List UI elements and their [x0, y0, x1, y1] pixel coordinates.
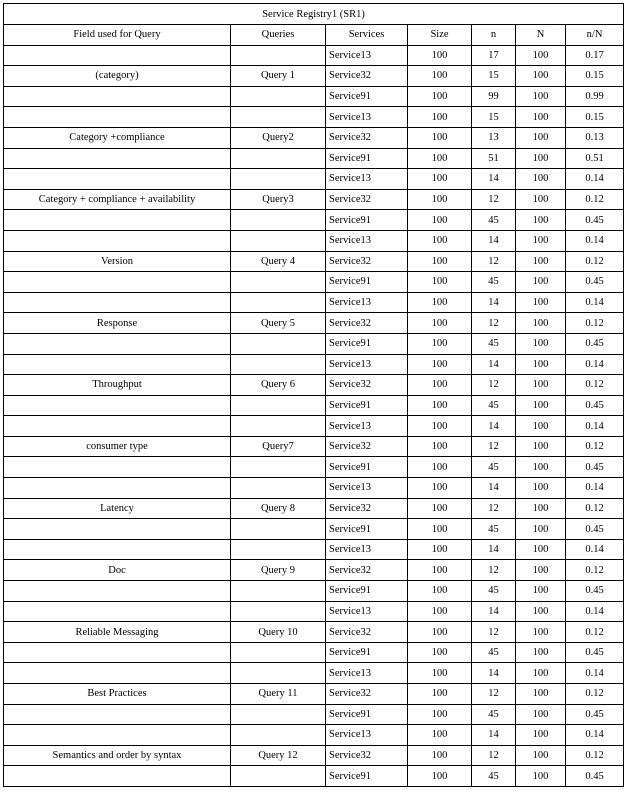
service-cell: Service91: [326, 272, 408, 293]
query-cell: [231, 478, 326, 499]
ratio-cell: 0.14: [566, 663, 624, 684]
field-cell: [4, 478, 231, 499]
ratio-cell: 0.45: [566, 519, 624, 540]
n-cell: 14: [472, 539, 516, 560]
field-cell: Best Practices: [4, 684, 231, 705]
service-cell: Service91: [326, 86, 408, 107]
table-row: [4, 725, 624, 746]
ratio-cell: 0.51: [566, 148, 624, 169]
service-cell: Service32: [326, 313, 408, 334]
table-body: [4, 45, 624, 786]
size-cell: 100: [408, 375, 472, 396]
total-n-cell: 100: [516, 169, 566, 190]
size-cell: 100: [408, 148, 472, 169]
n-cell: 45: [472, 519, 516, 540]
size-cell: 100: [408, 725, 472, 746]
field-cell: Version: [4, 251, 231, 272]
field-cell: [4, 519, 231, 540]
total-n-cell: 100: [516, 230, 566, 251]
service-cell: Service13: [326, 230, 408, 251]
total-n-cell: 100: [516, 519, 566, 540]
table-row: [4, 416, 624, 437]
service-cell: Service13: [326, 601, 408, 622]
service-cell: Service32: [326, 189, 408, 210]
total-n-cell: 100: [516, 210, 566, 231]
query-cell: Query 11: [231, 684, 326, 705]
service-cell: Service91: [326, 642, 408, 663]
service-cell: Service91: [326, 581, 408, 602]
field-cell: [4, 107, 231, 128]
field-cell: [4, 45, 231, 66]
ratio-cell: 0.45: [566, 766, 624, 787]
field-cell: Doc: [4, 560, 231, 581]
total-n-cell: 100: [516, 622, 566, 643]
query-cell: [231, 395, 326, 416]
size-cell: 100: [408, 457, 472, 478]
field-cell: [4, 230, 231, 251]
size-cell: 100: [408, 601, 472, 622]
n-cell: 15: [472, 107, 516, 128]
n-cell: 14: [472, 292, 516, 313]
total-n-cell: 100: [516, 745, 566, 766]
size-cell: 100: [408, 663, 472, 684]
field-cell: [4, 642, 231, 663]
table-row: [4, 354, 624, 375]
field-cell: Semantics and order by syntax: [4, 745, 231, 766]
service-cell: Service13: [326, 539, 408, 560]
n-cell: 14: [472, 663, 516, 684]
table-row: [4, 642, 624, 663]
total-n-cell: 100: [516, 313, 566, 334]
table-row: [4, 498, 624, 519]
service-cell: Service91: [326, 333, 408, 354]
field-cell: [4, 725, 231, 746]
n-cell: 14: [472, 230, 516, 251]
n-cell: 12: [472, 313, 516, 334]
field-cell: [4, 601, 231, 622]
field-cell: Reliable Messaging: [4, 622, 231, 643]
ratio-cell: 0.13: [566, 127, 624, 148]
n-cell: 14: [472, 478, 516, 499]
table-row: [4, 127, 624, 148]
service-cell: Service91: [326, 210, 408, 231]
total-n-cell: 100: [516, 642, 566, 663]
field-cell: [4, 416, 231, 437]
query-cell: [231, 354, 326, 375]
field-cell: Response: [4, 313, 231, 334]
field-cell: Category + compliance + availability: [4, 189, 231, 210]
query-cell: [231, 272, 326, 293]
size-cell: 100: [408, 704, 472, 725]
total-n-cell: 100: [516, 436, 566, 457]
field-cell: [4, 539, 231, 560]
service-cell: Service32: [326, 745, 408, 766]
total-n-cell: 100: [516, 457, 566, 478]
total-n-cell: 100: [516, 601, 566, 622]
ratio-cell: 0.14: [566, 292, 624, 313]
n-cell: 14: [472, 601, 516, 622]
size-cell: 100: [408, 684, 472, 705]
header-size: Size: [408, 25, 472, 46]
total-n-cell: 100: [516, 66, 566, 87]
size-cell: 100: [408, 498, 472, 519]
size-cell: 100: [408, 333, 472, 354]
n-cell: 12: [472, 436, 516, 457]
service-cell: Service32: [326, 375, 408, 396]
total-n-cell: 100: [516, 560, 566, 581]
table-row: [4, 766, 624, 787]
header-services: Services: [326, 25, 408, 46]
ratio-cell: 0.14: [566, 169, 624, 190]
n-cell: 45: [472, 272, 516, 293]
size-cell: 100: [408, 272, 472, 293]
field-cell: [4, 354, 231, 375]
size-cell: 100: [408, 107, 472, 128]
service-cell: Service32: [326, 622, 408, 643]
total-n-cell: 100: [516, 498, 566, 519]
total-n-cell: 100: [516, 354, 566, 375]
total-n-cell: 100: [516, 148, 566, 169]
table-row: [4, 272, 624, 293]
size-cell: 100: [408, 127, 472, 148]
size-cell: 100: [408, 745, 472, 766]
size-cell: 100: [408, 416, 472, 437]
table-row: [4, 684, 624, 705]
table-row: [4, 519, 624, 540]
size-cell: 100: [408, 622, 472, 643]
service-cell: Service13: [326, 45, 408, 66]
query-cell: Query 9: [231, 560, 326, 581]
ratio-cell: 0.14: [566, 230, 624, 251]
ratio-cell: 0.14: [566, 539, 624, 560]
query-cell: [231, 519, 326, 540]
total-n-cell: 100: [516, 766, 566, 787]
n-cell: 45: [472, 642, 516, 663]
service-cell: Service91: [326, 766, 408, 787]
query-cell: [231, 642, 326, 663]
query-cell: Query 1: [231, 66, 326, 87]
service-cell: Service13: [326, 292, 408, 313]
size-cell: 100: [408, 642, 472, 663]
ratio-cell: 0.12: [566, 498, 624, 519]
table-row: [4, 622, 624, 643]
table-row: [4, 169, 624, 190]
query-cell: [231, 416, 326, 437]
total-n-cell: 100: [516, 45, 566, 66]
field-cell: [4, 766, 231, 787]
n-cell: 51: [472, 148, 516, 169]
n-cell: 12: [472, 622, 516, 643]
field-cell: [4, 395, 231, 416]
table-row: [4, 292, 624, 313]
size-cell: 100: [408, 45, 472, 66]
field-cell: [4, 86, 231, 107]
size-cell: 100: [408, 581, 472, 602]
query-cell: Query 5: [231, 313, 326, 334]
size-cell: 100: [408, 210, 472, 231]
table-row: [4, 107, 624, 128]
service-cell: Service91: [326, 519, 408, 540]
ratio-cell: 0.14: [566, 725, 624, 746]
field-cell: [4, 663, 231, 684]
field-cell: [4, 272, 231, 293]
size-cell: 100: [408, 86, 472, 107]
header-queries: Queries: [231, 25, 326, 46]
n-cell: 45: [472, 581, 516, 602]
size-cell: 100: [408, 189, 472, 210]
table-row: [4, 436, 624, 457]
ratio-cell: 0.14: [566, 478, 624, 499]
ratio-cell: 0.12: [566, 189, 624, 210]
ratio-cell: 0.12: [566, 436, 624, 457]
ratio-cell: 0.12: [566, 560, 624, 581]
query-cell: Query 10: [231, 622, 326, 643]
table-row: [4, 251, 624, 272]
ratio-cell: 0.12: [566, 251, 624, 272]
service-cell: Service13: [326, 725, 408, 746]
ratio-cell: 0.12: [566, 622, 624, 643]
ratio-cell: 0.45: [566, 704, 624, 725]
query-cell: [231, 457, 326, 478]
field-cell: [4, 210, 231, 231]
service-cell: Service32: [326, 684, 408, 705]
field-cell: Category +compliance: [4, 127, 231, 148]
size-cell: 100: [408, 313, 472, 334]
ratio-cell: 0.45: [566, 272, 624, 293]
ratio-cell: 0.99: [566, 86, 624, 107]
ratio-cell: 0.12: [566, 375, 624, 396]
table-row: [4, 704, 624, 725]
service-cell: Service91: [326, 395, 408, 416]
field-cell: Throughput: [4, 375, 231, 396]
table-row: [4, 86, 624, 107]
table-row: [4, 45, 624, 66]
field-cell: (category): [4, 66, 231, 87]
query-cell: [231, 45, 326, 66]
size-cell: 100: [408, 436, 472, 457]
n-cell: 45: [472, 210, 516, 231]
query-cell: [231, 230, 326, 251]
header-ratio: n/N: [566, 25, 624, 46]
service-cell: Service32: [326, 66, 408, 87]
service-cell: Service32: [326, 436, 408, 457]
total-n-cell: 100: [516, 581, 566, 602]
field-cell: [4, 148, 231, 169]
service-registry-table: [3, 3, 624, 787]
n-cell: 14: [472, 416, 516, 437]
n-cell: 45: [472, 704, 516, 725]
n-cell: 12: [472, 375, 516, 396]
size-cell: 100: [408, 519, 472, 540]
total-n-cell: 100: [516, 395, 566, 416]
field-cell: [4, 292, 231, 313]
n-cell: 12: [472, 745, 516, 766]
table-row: [4, 333, 624, 354]
n-cell: 45: [472, 457, 516, 478]
total-n-cell: 100: [516, 189, 566, 210]
ratio-cell: 0.45: [566, 333, 624, 354]
size-cell: 100: [408, 478, 472, 499]
query-cell: [231, 663, 326, 684]
total-n-cell: 100: [516, 333, 566, 354]
n-cell: 12: [472, 498, 516, 519]
field-cell: Latency: [4, 498, 231, 519]
table-row: [4, 601, 624, 622]
n-cell: 45: [472, 333, 516, 354]
n-cell: 99: [472, 86, 516, 107]
query-cell: Query7: [231, 436, 326, 457]
total-n-cell: 100: [516, 86, 566, 107]
n-cell: 15: [472, 66, 516, 87]
table-row: [4, 189, 624, 210]
n-cell: 12: [472, 189, 516, 210]
ratio-cell: 0.45: [566, 210, 624, 231]
total-n-cell: 100: [516, 127, 566, 148]
total-n-cell: 100: [516, 725, 566, 746]
query-cell: Query2: [231, 127, 326, 148]
size-cell: 100: [408, 66, 472, 87]
table-row: [4, 581, 624, 602]
query-cell: Query 4: [231, 251, 326, 272]
field-cell: consumer type: [4, 436, 231, 457]
size-cell: 100: [408, 230, 472, 251]
ratio-cell: 0.12: [566, 313, 624, 334]
query-cell: [231, 539, 326, 560]
n-cell: 14: [472, 354, 516, 375]
table-row: [4, 478, 624, 499]
table-row: [4, 313, 624, 334]
table-row: [4, 560, 624, 581]
query-cell: Query 12: [231, 745, 326, 766]
total-n-cell: 100: [516, 478, 566, 499]
field-cell: [4, 704, 231, 725]
service-cell: Service13: [326, 169, 408, 190]
table-row: [4, 210, 624, 231]
query-cell: [231, 169, 326, 190]
query-cell: [231, 292, 326, 313]
table-row: [4, 745, 624, 766]
query-cell: Query 6: [231, 375, 326, 396]
service-cell: Service91: [326, 457, 408, 478]
size-cell: 100: [408, 251, 472, 272]
total-n-cell: 100: [516, 539, 566, 560]
service-cell: Service13: [326, 478, 408, 499]
total-n-cell: 100: [516, 107, 566, 128]
service-cell: Service13: [326, 416, 408, 437]
header-total-n: N: [516, 25, 566, 46]
ratio-cell: 0.12: [566, 745, 624, 766]
service-cell: Service91: [326, 704, 408, 725]
query-cell: [231, 333, 326, 354]
n-cell: 17: [472, 45, 516, 66]
query-cell: Query 8: [231, 498, 326, 519]
table-row: [4, 375, 624, 396]
size-cell: 100: [408, 395, 472, 416]
ratio-cell: 0.45: [566, 395, 624, 416]
n-cell: 12: [472, 684, 516, 705]
service-cell: Service13: [326, 354, 408, 375]
size-cell: 100: [408, 539, 472, 560]
field-cell: [4, 457, 231, 478]
table-row: [4, 663, 624, 684]
field-cell: [4, 169, 231, 190]
size-cell: 100: [408, 766, 472, 787]
table-title: Service Registry1 (SR1): [4, 4, 624, 25]
service-cell: Service32: [326, 251, 408, 272]
table-row: [4, 230, 624, 251]
service-cell: Service32: [326, 560, 408, 581]
table-row: [4, 539, 624, 560]
query-cell: [231, 704, 326, 725]
n-cell: 13: [472, 127, 516, 148]
query-cell: [231, 766, 326, 787]
field-cell: [4, 333, 231, 354]
ratio-cell: 0.17: [566, 45, 624, 66]
ratio-cell: 0.15: [566, 107, 624, 128]
service-cell: Service13: [326, 663, 408, 684]
ratio-cell: 0.45: [566, 642, 624, 663]
size-cell: 100: [408, 292, 472, 313]
table-row: [4, 148, 624, 169]
query-cell: Query3: [231, 189, 326, 210]
table-row: [4, 395, 624, 416]
total-n-cell: 100: [516, 663, 566, 684]
service-cell: Service91: [326, 148, 408, 169]
ratio-cell: 0.15: [566, 66, 624, 87]
table-row: [4, 66, 624, 87]
n-cell: 45: [472, 395, 516, 416]
ratio-cell: 0.14: [566, 354, 624, 375]
total-n-cell: 100: [516, 684, 566, 705]
service-cell: Service32: [326, 498, 408, 519]
query-cell: [231, 210, 326, 231]
total-n-cell: 100: [516, 251, 566, 272]
total-n-cell: 100: [516, 272, 566, 293]
header-n: n: [472, 25, 516, 46]
header-field: Field used for Query: [4, 25, 231, 46]
query-cell: [231, 725, 326, 746]
query-cell: [231, 86, 326, 107]
query-cell: [231, 581, 326, 602]
query-cell: [231, 601, 326, 622]
n-cell: 12: [472, 251, 516, 272]
ratio-cell: 0.45: [566, 581, 624, 602]
n-cell: 14: [472, 169, 516, 190]
total-n-cell: 100: [516, 704, 566, 725]
total-n-cell: 100: [516, 375, 566, 396]
field-cell: [4, 581, 231, 602]
query-cell: [231, 148, 326, 169]
n-cell: 12: [472, 560, 516, 581]
service-cell: Service32: [326, 127, 408, 148]
size-cell: 100: [408, 354, 472, 375]
size-cell: 100: [408, 560, 472, 581]
service-cell: Service13: [326, 107, 408, 128]
n-cell: 45: [472, 766, 516, 787]
query-cell: [231, 107, 326, 128]
n-cell: 14: [472, 725, 516, 746]
total-n-cell: 100: [516, 416, 566, 437]
ratio-cell: 0.14: [566, 601, 624, 622]
ratio-cell: 0.14: [566, 416, 624, 437]
table-row: [4, 457, 624, 478]
total-n-cell: 100: [516, 292, 566, 313]
size-cell: 100: [408, 169, 472, 190]
ratio-cell: 0.12: [566, 684, 624, 705]
ratio-cell: 0.45: [566, 457, 624, 478]
